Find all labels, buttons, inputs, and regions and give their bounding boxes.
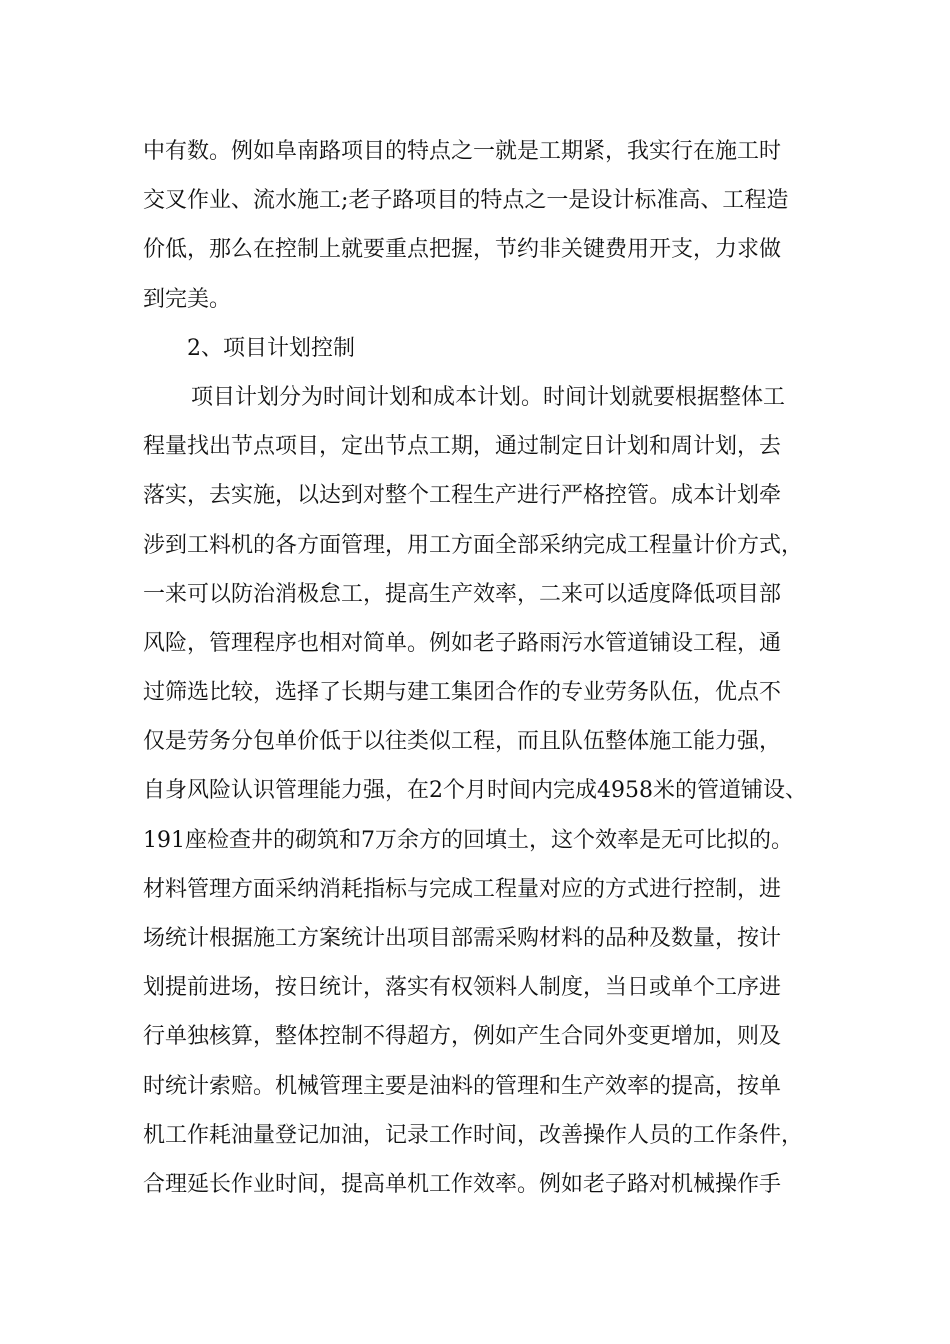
- text-line: 价低，那么在控制上就要重点把握，节约非关键费用开支，力求做: [143, 237, 782, 263]
- text-line: 仅是劳务分包单价低于以往类似工程，而且队伍整体施工能力强，: [143, 729, 782, 755]
- text-line: 191座检查井的砌筑和7万余方的回填土，这个效率是无可比拟的。: [143, 827, 793, 853]
- text-line: 自身风险认识管理能力强，在2个月时间内完成4958米的管道铺设、: [143, 778, 807, 804]
- text-line: 涉到工料机的各方面管理，用工方面全部采纳完成工程量计价方式，: [143, 532, 804, 558]
- section-heading: 2、项目计划控制: [187, 335, 355, 361]
- text-line: 落实，去实施，以达到对整个工程生产进行严格控管。成本计划牵: [143, 483, 782, 509]
- paragraph-first-line: 项目计划分为时间计划和成本计划。时间计划就要根据整体工: [191, 384, 786, 410]
- text-line: 场统计根据施工方案统计出项目部需采购材料的品种及数量，按计: [143, 926, 782, 951]
- text-line: 时统计索赔。机械管理主要是油料的管理和生产效率的提高，按单: [143, 1073, 782, 1099]
- text-line: 行单独核算，整体控制不得超方，例如产生合同外变更增加，则及: [143, 1024, 782, 1050]
- text-line: 合理延长作业时间，提高单机工作效率。例如老子路对机械操作手: [143, 1171, 782, 1197]
- text-line: 划提前进场，按日统计，落实有权领料人制度，当日或单个工序进: [143, 975, 782, 1001]
- document-body: [143, 132, 813, 1214]
- text-line: 一来可以防治消极怠工，提高生产效率，二来可以适度降低项目部: [143, 581, 782, 607]
- text-line: 风险，管理程序也相对简单。例如老子路雨污水管道铺设工程，通: [143, 630, 782, 656]
- text-line: 机工作耗油量登记加油，记录工作时间，改善操作人员的工作条件，: [143, 1122, 804, 1148]
- text-line: 交叉作业、流水施工;老子路项目的特点之一是设计标准高、工程造: [143, 188, 789, 214]
- text-line: 过筛选比较，选择了长期与建工集团合作的专业劳务队伍，优点不: [143, 680, 782, 706]
- text-line: 中有数。例如阜南路项目的特点之一就是工期紧，我实行在施工时: [143, 139, 782, 164]
- text-line: 到完美。: [143, 286, 232, 312]
- text-line: 程量找出节点项目，定出节点工期，通过制定日计划和周计划，去: [143, 434, 782, 460]
- text-line: 材料管理方面采纳消耗指标与完成工程量对应的方式进行控制，进: [143, 876, 782, 902]
